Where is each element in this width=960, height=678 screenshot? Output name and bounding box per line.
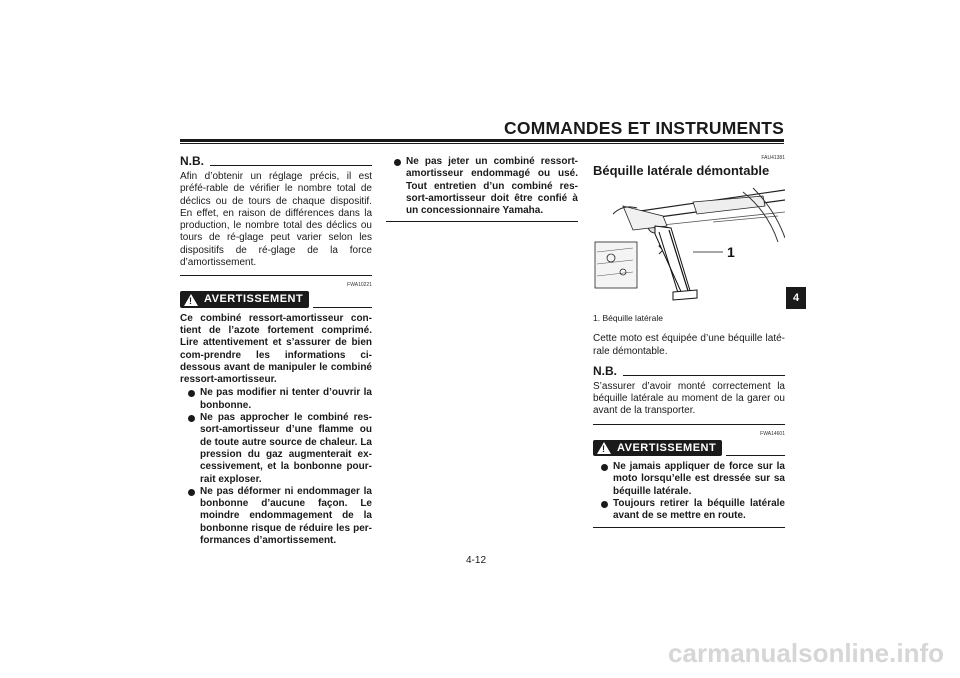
nb-text: S’assurer d’avoir monté correctement la béquille latérale au moment de la garer ou avant de la transporter. (593, 380, 785, 417)
header-rule (180, 139, 784, 142)
nb-heading-rule (623, 375, 785, 376)
warning-end-rule (386, 221, 578, 222)
warning-triangle-icon: ! (597, 442, 611, 454)
chapter-tab: 4 (786, 287, 806, 309)
section-title: Béquille latérale démontable (593, 163, 770, 178)
nb-label: N.B. (593, 363, 617, 378)
list-item: Ne pas approcher le combiné res-sort-amortisseur d’une flamme ou de toute autre source de chaleur. La pression du gaz augmenterait ex-cessivement, et la bonbonne pour-rait exploser. (180, 412, 372, 486)
section-rule (593, 424, 785, 425)
column-left (180, 155, 372, 547)
warning-heading (593, 440, 785, 456)
page-header-title: COMMANDES ET INSTRUMENTS (504, 118, 784, 138)
warning-text: Ce combiné ressort-amortisseur con-tient de l’azote fortement comprimé. Lire attentivement et s’assurer de bien com-prendre les informations ci-dessous avant de manipuler le combiné ressort-amortisseur. (180, 312, 372, 386)
list-item: Ne pas modifier ni tenter d’ouvrir la bonbonne. (180, 387, 372, 412)
section-code: FAU41381 (761, 155, 785, 161)
warning-badge (593, 440, 722, 456)
warning-heading (180, 291, 372, 307)
warning-triangle-icon: ! (184, 294, 198, 306)
list-item: Ne pas jeter un combiné ressort-amortisseur endommagé ou usé. Tout entretien d’un combiné res-sort-amortisseur doit être confié à un concessionnaire Yamaha. (386, 156, 578, 217)
warning-bullet-list (180, 387, 372, 547)
warning-bullet-list-continued (386, 156, 578, 217)
figure-callout-1: 1 (727, 244, 735, 260)
nb-heading-rule (210, 165, 372, 166)
list-item: Ne jamais appliquer de force sur la moto lorsqu’elle est dressée sur sa béquille latérale. (593, 461, 785, 498)
nb-heading (593, 365, 785, 378)
nb-label: N.B. (180, 154, 204, 168)
header-rule-thin (180, 143, 784, 144)
column-right (593, 155, 785, 528)
page-number: 4-12 (466, 555, 487, 566)
warning-label: AVERTISSEMENT (204, 293, 304, 306)
warning-badge (180, 291, 309, 307)
warning-bullet-list (593, 461, 785, 522)
column-middle (386, 155, 578, 222)
warning-label: AVERTISSEMENT (617, 441, 717, 454)
figure-caption: 1. Béquille latérale (593, 313, 663, 323)
nb-text: Afin d’obtenir un réglage précis, il est préfé-rable de vérifier le nombre total de déclics ou de tours de chaque dispositif. En effet, en raison de différences dans la production, le nombre total des déclics ou tours de ré-glage peut varier selon les dispositifs de ré-glage de la force d’amortissement. (180, 171, 372, 269)
intro-text: Cette moto est équipée d’une béquille laté-rale démontable. (593, 333, 785, 357)
nb-heading (180, 155, 372, 168)
list-item: Ne pas déformer ni endommager la bonbonne d’aucune façon. Le moindre endommagement de la bonbonne risque de réduire les per-formances d’amortissement. (180, 486, 372, 547)
watermark: carmanualsonline.info (668, 638, 944, 668)
warning-heading-rule (313, 307, 372, 308)
sidestand-illustration (593, 182, 785, 310)
warning-code: FWA10221 (347, 282, 372, 289)
section-rule (180, 275, 372, 276)
list-item: Toujours retirer la béquille latérale avant de se mettre en route. (593, 498, 785, 523)
sidestand-figure (593, 182, 785, 310)
warning-end-rule (593, 527, 785, 528)
warning-heading-rule (726, 455, 785, 456)
warning-code: FWA14601 (760, 430, 785, 437)
